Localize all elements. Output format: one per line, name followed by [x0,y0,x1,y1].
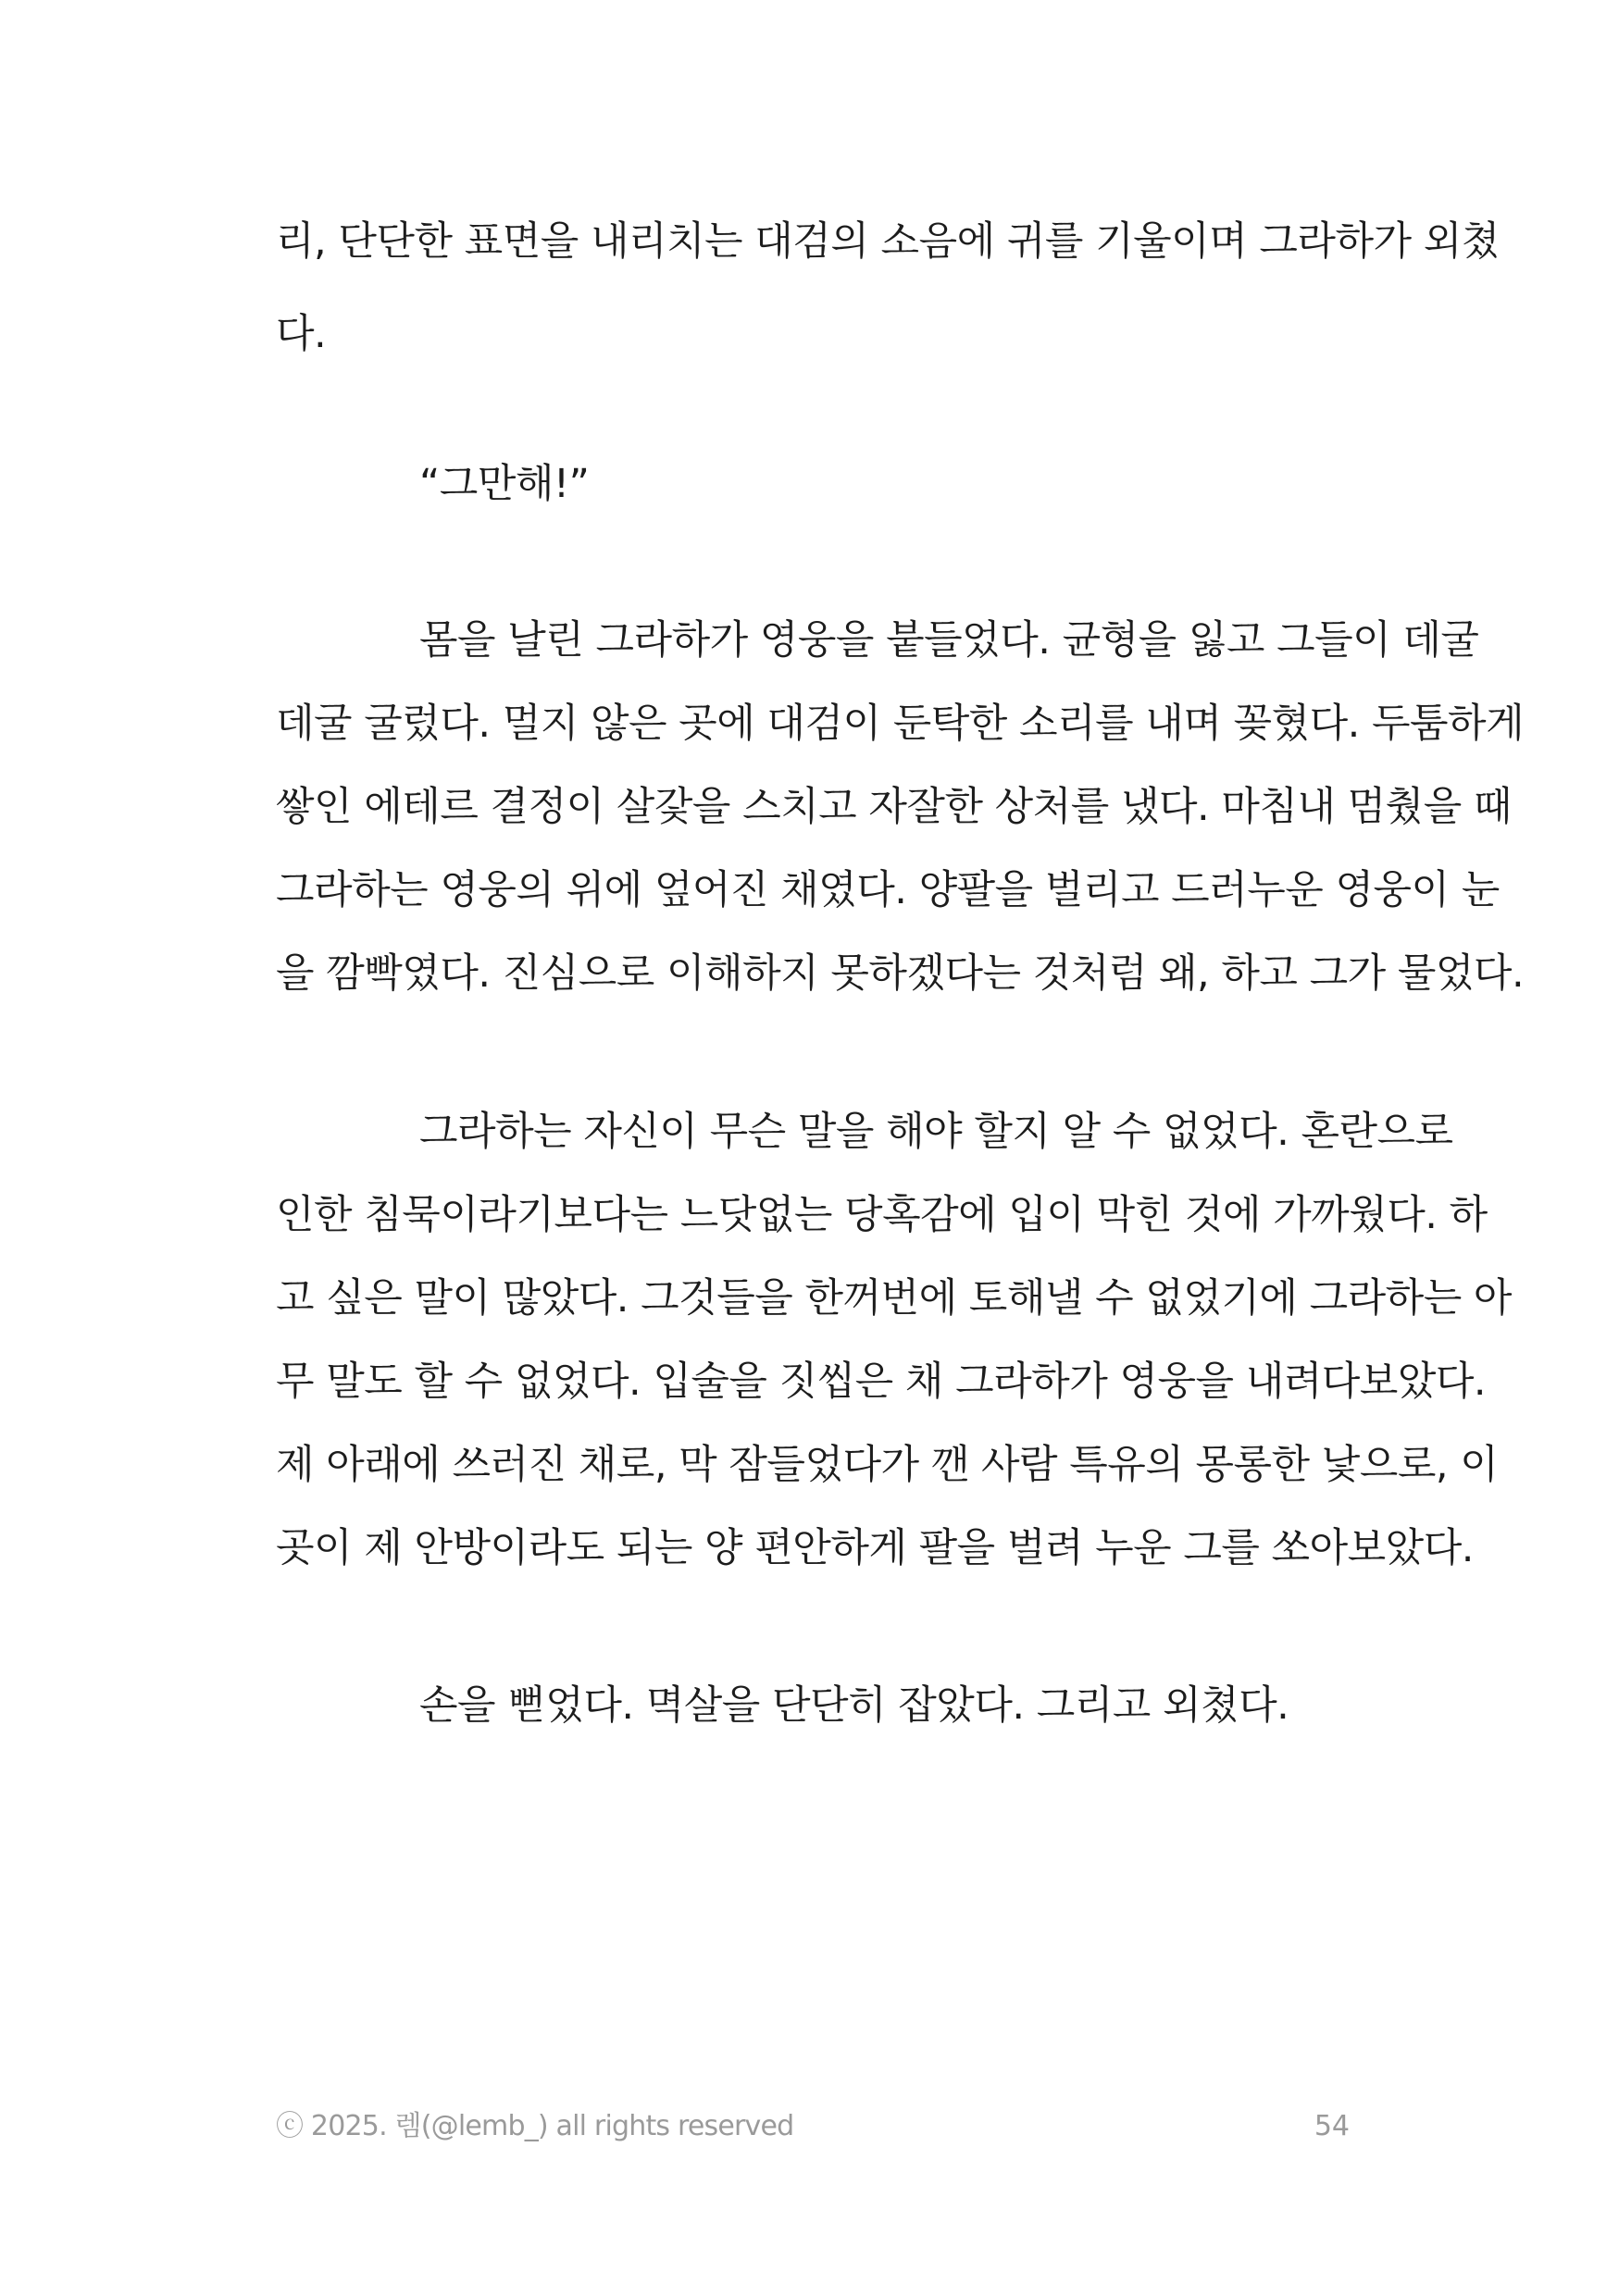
text-line: 그라하는 영웅의 위에 엎어진 채였다. 양팔을 벌리고 드러누운 영웅이 눈 [276,867,1500,913]
text-line: 무 말도 할 수 없었다. 입술을 짓씹은 채 그라하가 영웅을 내려다보았다. [276,1359,1487,1405]
text-line: 고 싶은 말이 많았다. 그것들을 한꺼번에 토해낼 수 없었기에 그라하는 아 [276,1275,1512,1322]
text-line: 손을 뻗었다. 멱살을 단단히 잡았다. 그리고 외쳤다. [419,1682,1289,1729]
text-line: 쌓인 에테르 결정이 살갗을 스치고 자잘한 상처를 냈다. 마침내 멈췄을 때 [276,784,1512,830]
text-line: 리, 단단한 표면을 내리치는 대검의 소음에 귀를 기울이며 그라하가 외쳤 [276,218,1500,265]
text-line: 데굴 굴렀다. 멀지 않은 곳에 대검이 둔탁한 소리를 내며 꽂혔다. 두툼하게 [276,701,1525,747]
text-line: 제 아래에 쓰러진 채로, 막 잠들었다가 깬 사람 특유의 몽롱한 낯으로, 이 [276,1442,1499,1488]
text-line: 곳이 제 안방이라도 되는 양 편안하게 팔을 벌려 누운 그를 쏘아보았다. [276,1525,1474,1571]
text-line: 다. [276,311,327,357]
text-line: 을 깜빡였다. 진심으로 이해하지 못하겠다는 것처럼 왜, 하고 그가 물었다. [276,950,1525,997]
text-line: 몸을 날린 그라하가 영웅을 붙들었다. 균형을 잃고 그들이 데굴 [419,617,1479,664]
dialogue-line: “그만해!” [419,461,590,507]
page-number: 54 [1314,2110,1350,2142]
copyright-notice: ⓒ 2025. 렘(@lemb_) all rights reserved [276,2110,794,2142]
text-line: 인한 침묵이라기보다는 느닷없는 당혹감에 입이 막힌 것에 가까웠다. 하 [276,1192,1488,1238]
text-line: 그라하는 자신이 무슨 말을 해야 할지 알 수 없었다. 혼란으로 [419,1109,1453,1155]
